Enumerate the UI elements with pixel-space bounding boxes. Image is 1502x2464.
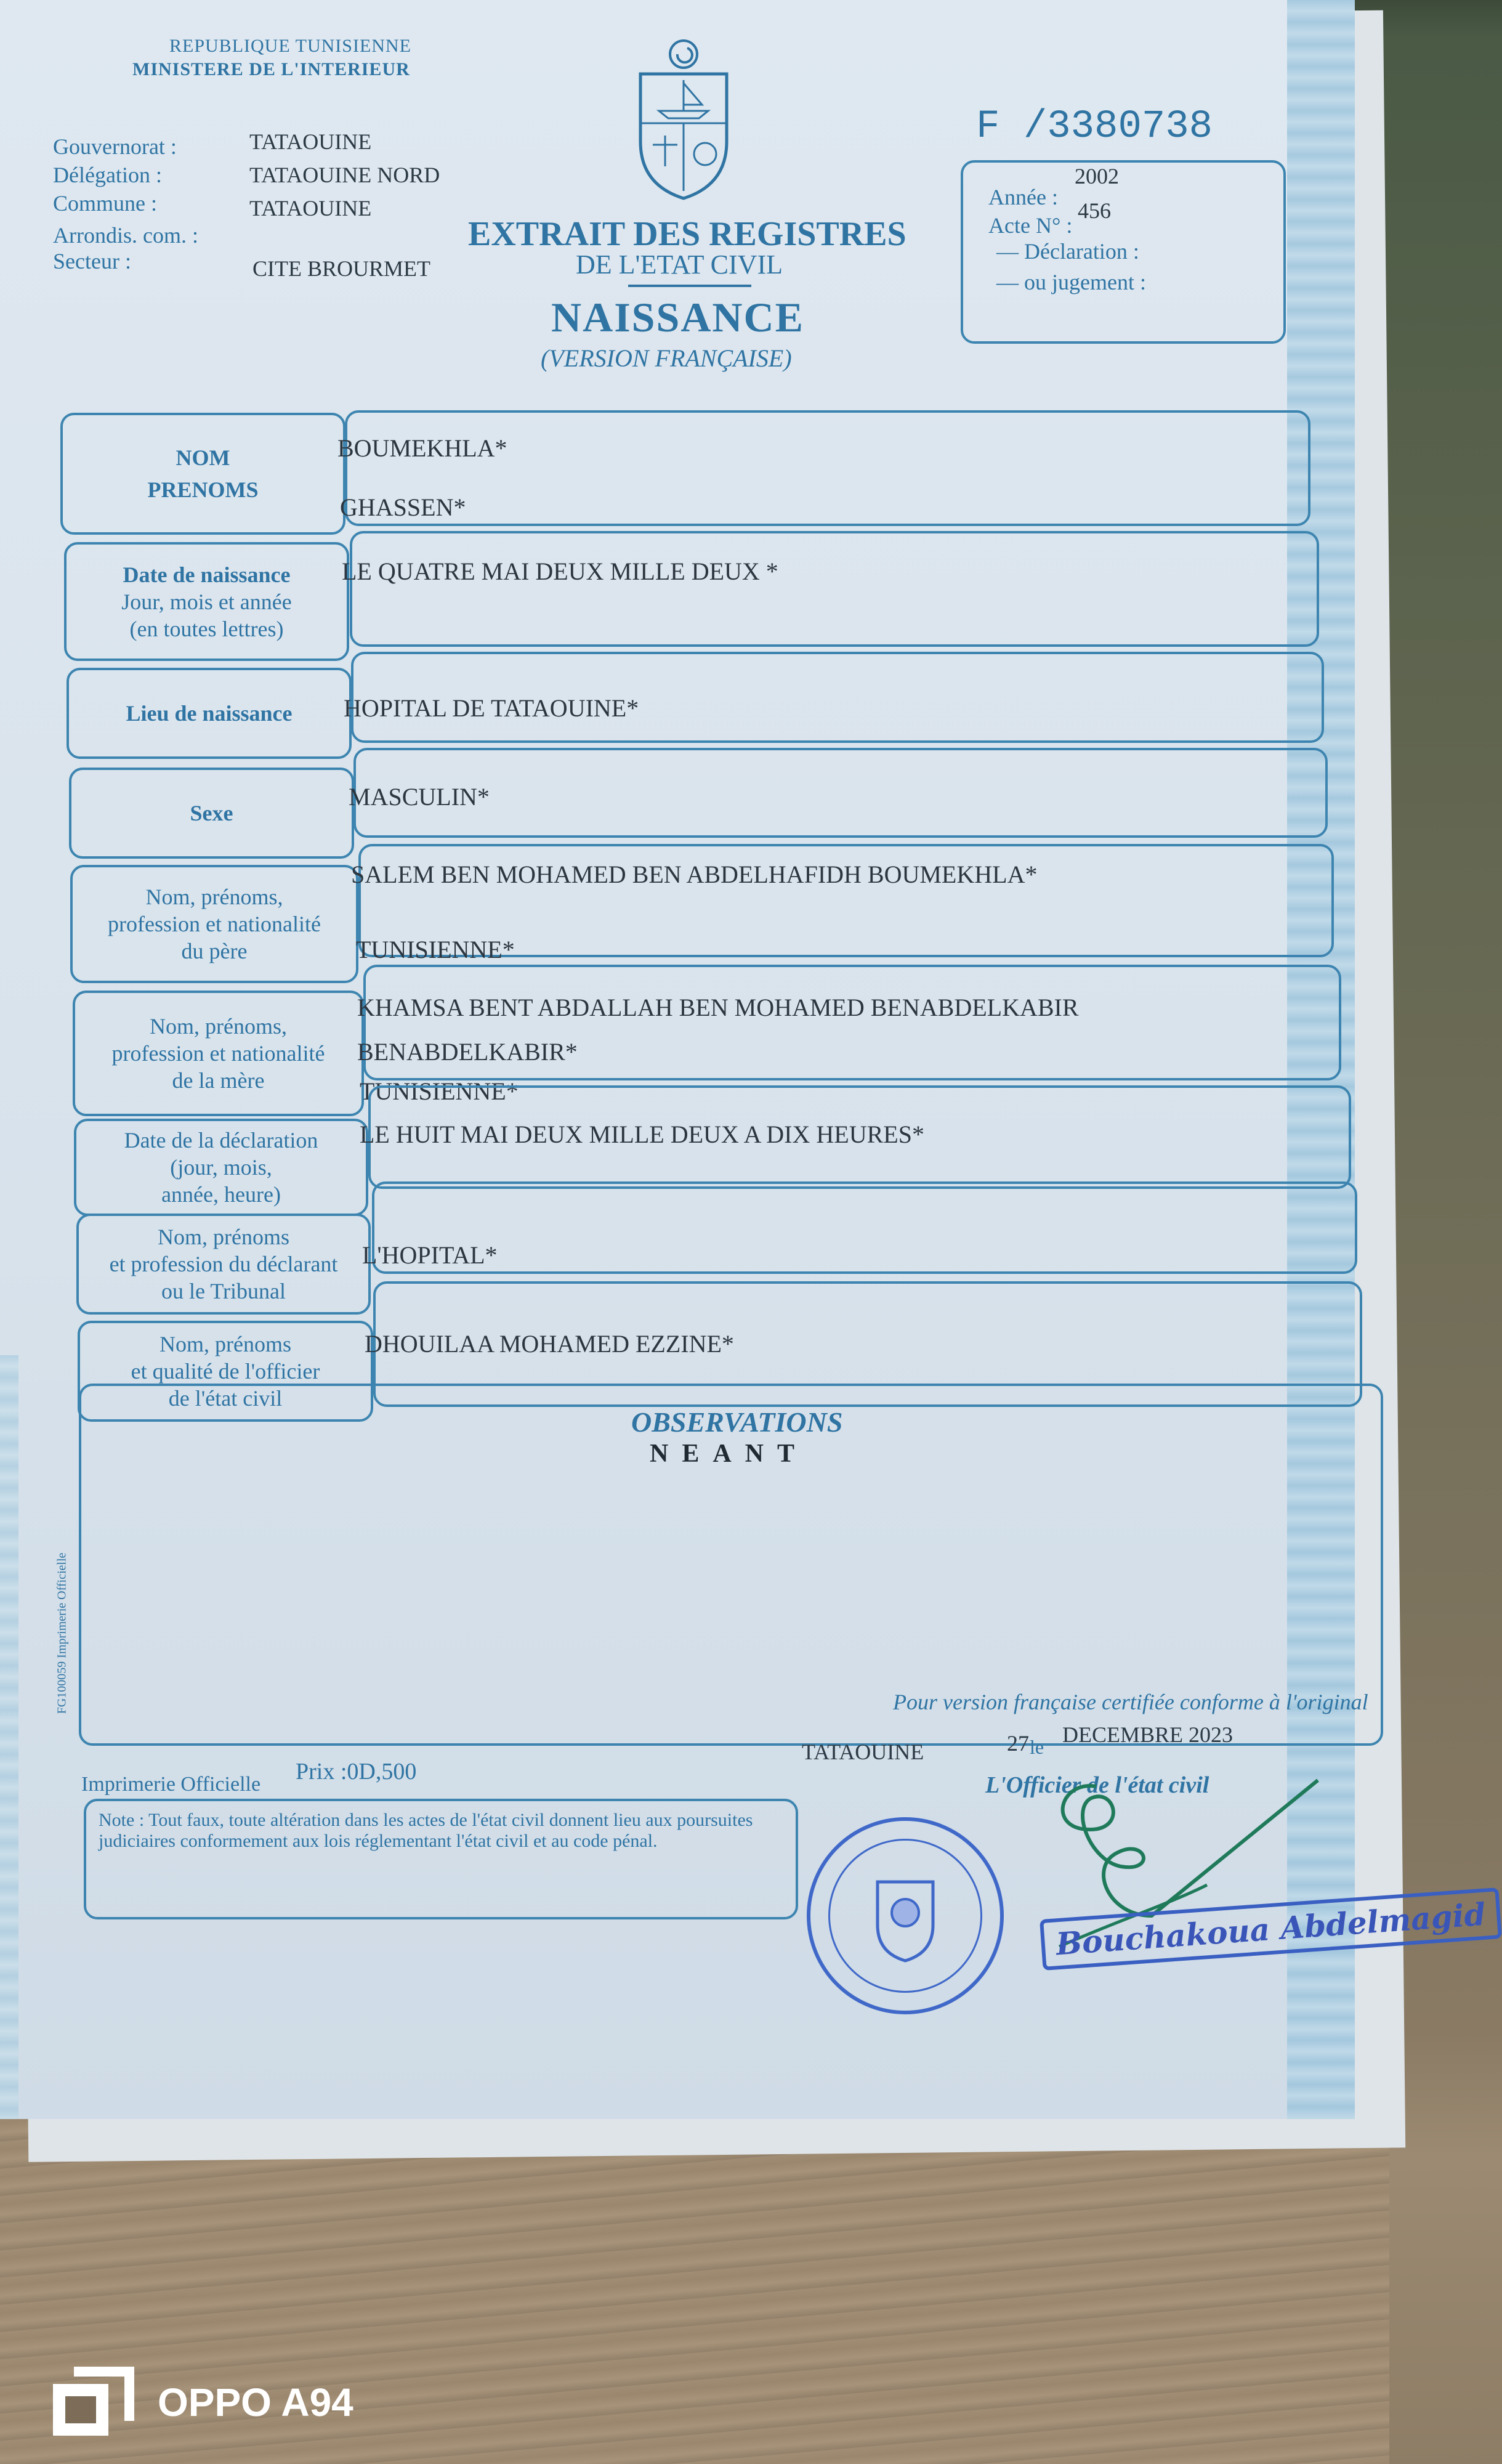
gouvernorat-value: TATAOUINE <box>249 129 372 154</box>
nom-prenoms-value-cell <box>345 410 1310 526</box>
declaration-date-label-2: (jour, mois, <box>170 1155 272 1180</box>
declarant-label: Nom, prénoms <box>158 1225 289 1249</box>
camera-brand-icon <box>49 2365 135 2439</box>
pere-nationality-value: TUNISIENNE* <box>356 936 515 963</box>
camera-model-label: OPPO A94 <box>158 2380 353 2425</box>
declarant-value: L'HOPITAL* <box>362 1241 498 1269</box>
sexe-value: MASCULIN* <box>349 783 490 811</box>
nom-prenoms-label-cell <box>60 413 345 535</box>
arrondissement-label: Arrondis. com. : <box>53 223 198 248</box>
sexe-label-cell <box>69 768 354 859</box>
certification-text: Pour version française certifiée conforme à l'original <box>893 1690 1368 1714</box>
mere-label-3: de la mère <box>172 1068 265 1093</box>
official-stamp <box>807 1817 1004 2014</box>
declarant-label-2: et profession du déclarant <box>109 1252 338 1276</box>
officer-name-stamp: Bouchakoua Abdelmagid <box>1040 1887 1502 1971</box>
pere-label: Nom, prénoms, <box>145 885 283 909</box>
commune-label: Commune : <box>53 191 157 216</box>
pere-label-2: profession et nationalité <box>108 912 321 936</box>
declarant-value-cell <box>372 1181 1357 1274</box>
observations-title: OBSERVATIONS <box>631 1406 843 1438</box>
dob-label-cell <box>64 542 349 661</box>
ministry-label: MINISTERE DE L'INTERIEUR <box>132 59 410 79</box>
pere-label-cell <box>70 865 358 983</box>
dob-sublabel: Jour, mois et année <box>121 589 292 614</box>
commune-value: TATAOUINE <box>249 196 372 221</box>
nom-value: BOUMEKHLA* <box>337 434 507 462</box>
lieu-label-cell <box>67 668 352 759</box>
place-value: TATAOUINE <box>802 1740 924 1764</box>
title-version: (VERSION FRANÇAISE) <box>541 344 792 372</box>
camera-watermark <box>49 2365 353 2439</box>
republic-label: REPUBLIQUE TUNISIENNE <box>169 36 411 56</box>
prenoms-value: GHASSEN* <box>340 493 466 521</box>
declaration-date-label-cell <box>74 1119 368 1216</box>
day-value: 27 <box>1007 1731 1029 1756</box>
gouvernorat-label: Gouvernorat : <box>53 134 177 159</box>
price-value: Prix :0D,500 <box>296 1759 417 1785</box>
acte-value: 456 <box>1078 198 1111 223</box>
acte-label: Acte N° : <box>988 213 1073 238</box>
declaration-date-label-3: année, heure) <box>161 1182 281 1207</box>
printer-side-text: FG100059 Imprimerie Officielle <box>55 1552 69 1714</box>
dob-label: Date de naissance <box>123 562 291 587</box>
mere-label-2: profession et nationalité <box>111 1041 325 1066</box>
officer-title: L'Officier de l'état civil <box>985 1772 1209 1798</box>
sexe-value-cell <box>353 748 1328 838</box>
pere-name-value: SALEM BEN MOHAMED BEN ABDELHAFIDH BOUMEKHLA* <box>351 861 1038 888</box>
title-etat-civil: DE L'ETAT CIVIL <box>576 249 783 280</box>
annee-value: 2002 <box>1075 164 1119 188</box>
serial-number: F /3380738 <box>976 105 1213 149</box>
declaration-date-label: Date de la déclaration <box>124 1128 318 1153</box>
mere-label: Nom, prénoms, <box>150 1014 287 1039</box>
legal-note: Note : Tout faux, toute altération dans les actes de l'état civil donnent lieu aux poursuites judiciaires conformement aux lois réglementant l'état civil et au code pénal. <box>84 1799 798 1919</box>
sexe-label: Sexe <box>190 801 233 825</box>
lieu-label: Lieu de naissance <box>126 701 293 726</box>
prenoms-label: PRENOMS <box>147 477 259 502</box>
title-naissance: NAISSANCE <box>551 294 804 341</box>
dob-value: LE QUATRE MAI DEUX MILLE DEUX * <box>342 557 778 585</box>
nom-label: NOM <box>176 445 230 470</box>
mere-nationality-value: TUNISIENNE* <box>360 1077 519 1105</box>
declarant-label-cell <box>76 1214 371 1315</box>
mere-name-value-2: BENABDELKABIR* <box>357 1038 578 1066</box>
officier-label-2: et qualité de l'officier <box>131 1359 320 1384</box>
annee-label: Année : <box>988 185 1058 209</box>
delegation-value: TATAOUINE NORD <box>249 163 440 187</box>
mere-label-cell <box>73 991 364 1116</box>
secteur-label: Secteur : <box>53 249 131 274</box>
title-extrait: EXTRAIT DES REGISTRES <box>468 215 906 253</box>
mere-name-value: KHAMSA BENT ABDALLAH BEN MOHAMED BENABDELKABIR <box>357 994 1079 1021</box>
dob-sublabel-2: (en toutes lettres) <box>129 616 284 641</box>
observations-value: NEANT <box>650 1440 809 1468</box>
officier-label: Nom, prénoms <box>159 1332 291 1356</box>
coat-of-arms-icon <box>628 37 739 203</box>
officier-label-3: de l'état civil <box>168 1386 283 1411</box>
title-divider <box>628 285 751 287</box>
pere-label-3: du père <box>181 939 248 963</box>
imprimerie-label: Imprimerie Officielle <box>81 1773 261 1796</box>
jugement-label: — ou jugement : <box>996 270 1146 294</box>
declaration-label: — Déclaration : <box>996 239 1139 264</box>
day-suffix: le <box>1030 1736 1044 1758</box>
declaration-date-value: LE HUIT MAI DEUX MILLE DEUX A DIX HEURES* <box>360 1121 924 1148</box>
dob-value-cell <box>350 531 1319 647</box>
stamp-text <box>810 1821 1000 2011</box>
declarant-label-3: ou le Tribunal <box>161 1279 286 1303</box>
officier-value: DHOUILAA MOHAMED EZZINE* <box>365 1330 734 1358</box>
month-year-value: DECEMBRE 2023 <box>1062 1722 1233 1747</box>
secteur-value: CITE BROURMET <box>252 256 431 281</box>
lieu-value: HOPITAL DE TATAOUINE* <box>344 694 639 722</box>
decorative-border-left <box>0 1355 18 2119</box>
delegation-label: Délégation : <box>53 163 162 187</box>
